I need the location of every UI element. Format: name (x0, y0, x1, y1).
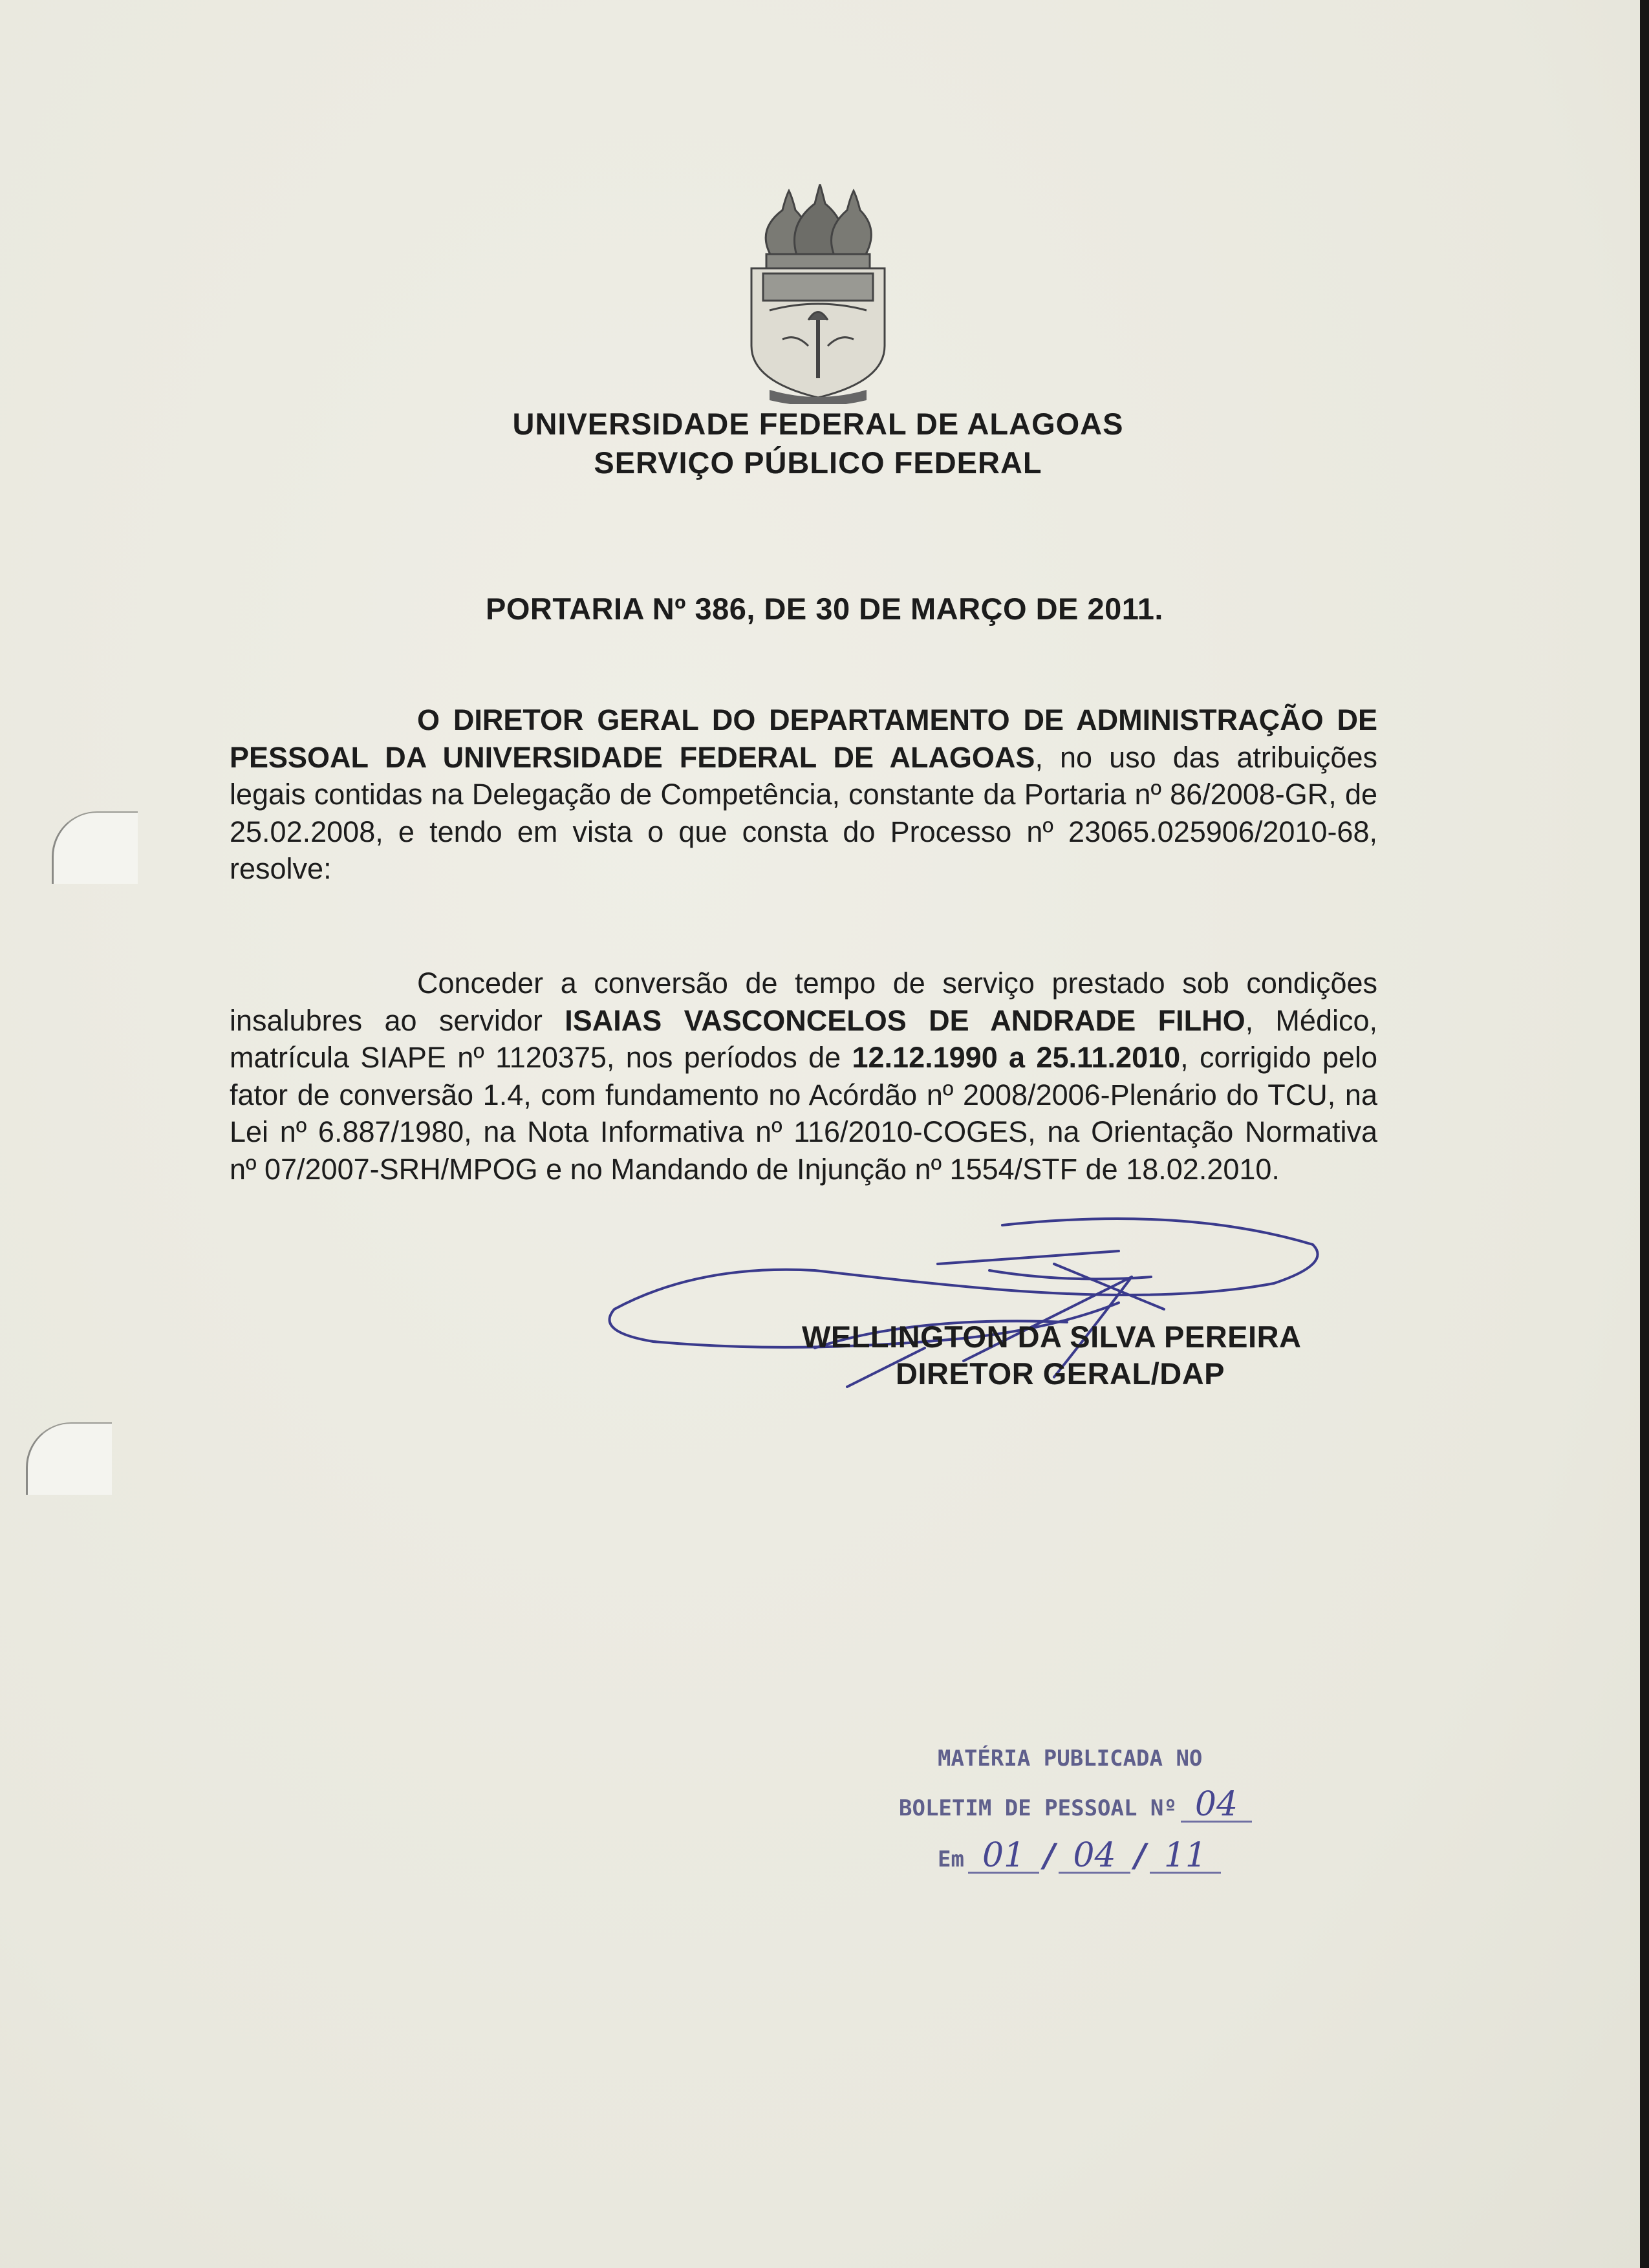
resolution-text-3: , corrigido pelo fator de conversão 1.4, com fundamento no Acórdão nº 2008/2006-Plenário do TCU, na Lei nº 6.887/1980, na Nota Informativa nº 116/2010-COGES, na Orientação Normativa nº 07/2007-SRH/MPOG e no Mandando de Injunção nº 1554/STF de 18.02.2010. (230, 1041, 1377, 1186)
punch-hole (26, 1422, 112, 1495)
stamp-year: 11 (1150, 1839, 1221, 1874)
stamp-bulletin-number: 04 (1181, 1788, 1252, 1823)
university-crest-logo (744, 184, 892, 404)
scan-edge (1640, 0, 1649, 2268)
stamp-month: 04 (1059, 1839, 1130, 1874)
stamp-day: 01 (968, 1839, 1039, 1874)
stamp-line-1: MATÉRIA PUBLICADA NO (938, 1746, 1203, 1771)
stamp-date-label: Em (938, 1846, 964, 1872)
service-name: SERVIÇO PÚBLICO FEDERAL (594, 445, 1042, 480)
resolution-text-1: Conceder a conversão de tempo de serviço prestado sob condições insalubres ao servidor (230, 967, 1377, 1037)
servant-name: ISAIAS VASCONCELOS DE ANDRADE FILHO (565, 1003, 1245, 1037)
stamp-bulletin-label: BOLETIM DE PESSOAL Nº (899, 1795, 1177, 1821)
authority-name: O DIRETOR GERAL DO DEPARTAMENTO DE ADMINISTRAÇÃO DE PESSOAL DA UNIVERSIDADE FEDERAL DE ALAGOAS (230, 703, 1377, 774)
stamp-line-3: Em 01 / 04 / 11 (938, 1836, 1225, 1874)
resolution-text-2: , Médico, matrícula SIAPE nº 1120375, nos períodos de (230, 1003, 1377, 1074)
stamp-line-2 (899, 1785, 1256, 1824)
preamble-paragraph (230, 701, 1377, 888)
signatory-role: DIRETOR GERAL/DAP (896, 1356, 1225, 1391)
institution-name: UNIVERSIDADE FEDERAL DE ALAGOAS (512, 407, 1124, 441)
document-title: PORTARIA Nº 386, DE 30 DE MARÇO DE 2011. (486, 592, 1163, 626)
signatory-name: WELLINGTON DA SILVA PEREIRA (802, 1320, 1302, 1354)
resolution-paragraph (230, 965, 1377, 1188)
punch-hole (52, 811, 138, 884)
period-dates: 12.12.1990 a 25.11.2010 (852, 1041, 1181, 1074)
preamble-text: , no uso das atribuições legais contidas na Delegação de Competência, constante da Portaria nº 86/2008-GR, de 25.02.2008, e tendo em vista o que consta do Processo nº 23065.025906/2010-68, resolve: (230, 740, 1377, 885)
